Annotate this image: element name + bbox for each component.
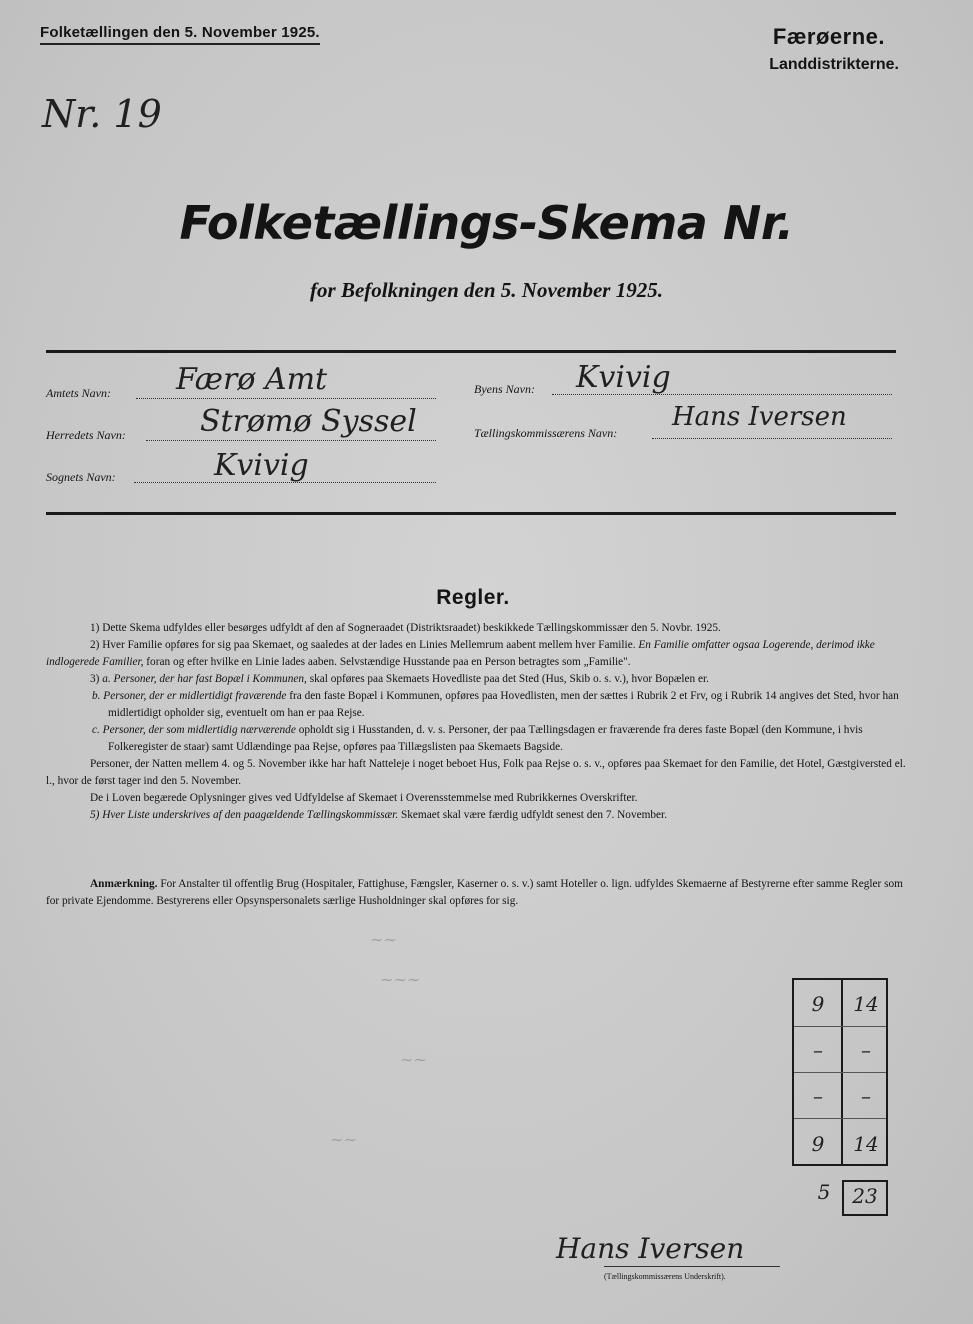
- signature-caption: (Tællingskommissærens Underskrift).: [604, 1272, 726, 1281]
- header-census-date: Folketællingen den 5. November 1925.: [40, 24, 320, 45]
- bleed-through-mark: ∼∼: [370, 930, 397, 949]
- sogn-value: Kvivig: [214, 448, 309, 483]
- herred-label: Herredets Navn:: [46, 428, 126, 442]
- remark-paragraph: [46, 876, 906, 910]
- rules-body: [46, 620, 906, 824]
- tally-row-line: [794, 1118, 886, 1119]
- tally-cell: 14: [853, 992, 879, 1016]
- tally-cell: 9: [811, 992, 825, 1016]
- rules-heading: Regler.: [436, 586, 510, 609]
- kommissaer-label: Tællingskommissærens Navn:: [474, 426, 618, 440]
- bleed-through-mark: ∼∼∼: [380, 970, 421, 989]
- remark-text: For Anstalter til offentlig Brug (Hospitaler, Fattighuse, Fængsler, Kaserner o. s. v.) samt Hoteller o. lign. udfyldes Skemaerne af Bestyrerne efter samme Regler som for private Ejendomme. Bestyrerens eller Opsynspersonalets særlige Husholdninger skal opføres for sig.: [46, 878, 903, 907]
- herred-value: Strømø Syssel: [200, 404, 417, 439]
- kommissaer-value: Hans Iversen: [672, 402, 847, 432]
- form-title: Folketællings-Skema Nr.: [179, 196, 794, 250]
- tally-cell: –: [861, 1084, 871, 1108]
- amt-label: Amtets Navn:: [46, 386, 111, 400]
- form-subtitle: for Befolkningen den 5. November 1925.: [310, 278, 663, 302]
- rule-3b: b. Personer, der er midlertidigt fraværende fra den faste Bopæl i Kommunen, opføres paa Hovedlisten, men der sættes i Rubrik 2 et Frv, og i Rubrik 14 angives det Sted, hvor han midlertidigt opholder sig, eventuelt om han er paa Rejse.: [92, 690, 899, 719]
- rule-4: De i Loven begærede Oplysninger gives ved Udfyldelse af Skemaet i Overensstemmelse med Rubrikkernes Overskrifter.: [90, 792, 638, 804]
- rule-3d: Personer, der Natten mellem 4. og 5. November ikke har haft Natteleje i noget beboet Hus, Folk paa Rejse o. s. v., opføres paa Skemaet for den Familie, det Hotel, Gæstgiversted el. l., hvor de først tager ind den 5. November.: [46, 758, 906, 787]
- by-value: Kvivig: [576, 360, 671, 395]
- bleed-through-mark: ∼∼: [330, 1130, 357, 1149]
- header-district-type: Landdistrikterne.: [769, 56, 899, 73]
- handwritten-form-number: Nr. 19: [42, 92, 162, 136]
- tally-total-right: 23: [852, 1184, 878, 1208]
- amt-value: Færø Amt: [176, 362, 328, 397]
- tally-cell: –: [813, 1038, 823, 1062]
- tally-grid: [792, 978, 888, 1166]
- bleed-through-mark: ∼∼: [400, 1050, 427, 1069]
- tally-cell: 14: [853, 1132, 879, 1156]
- signature: Hans Iversen: [556, 1232, 745, 1265]
- rule-1: 1) Dette Skema udfyldes eller besørges udfyldt af den af Sogneraadet (Distriktsraadet) beskikkede Tællingskommissær den 5. Novbr. 1925.: [90, 622, 721, 634]
- tally-cell: 9: [811, 1132, 825, 1156]
- bottom-divider: [46, 512, 896, 515]
- sogn-label: Sognets Navn:: [46, 470, 116, 484]
- header-region: Færøerne.: [772, 24, 885, 49]
- tally-row-line: [794, 1026, 886, 1027]
- kommissaer-line: [652, 438, 892, 439]
- rule-3a: 3) a. Personer, der har fast Bopæl i Kommunen, skal opføres paa Skemaets Hovedliste paa det Sted (Hus, Skib o. s. v.), hvor Bopælen er.: [90, 673, 709, 685]
- tally-cell: –: [813, 1084, 823, 1108]
- rule-5: 5) Hver Liste underskrives af den paagældende Tællingskommissær. Skemaet skal være færdig udfyldt senest den 7. November.: [90, 809, 668, 821]
- tally-cell: –: [861, 1038, 871, 1062]
- tally-total-left: 5: [817, 1180, 831, 1204]
- by-label: Byens Navn:: [474, 382, 535, 396]
- rule-2: 2) Hver Familie opføres for sig paa Skemaet, og saaledes at der lades en Linies Mellemrum aabent mellem hver Familie. En Familie omfatter ogsaa Logerende, derimod ikke indlogerede Familier, foran og efter hvilke en Linie lades aaben. Selvstændige Husstande paa en Person betragtes som „Familie".: [46, 639, 875, 668]
- top-divider: [46, 350, 896, 353]
- herred-line: [146, 440, 436, 441]
- amt-line: [136, 398, 436, 399]
- signature-line: [604, 1266, 780, 1267]
- rule-3c: c. Personer, der som midlertidig nærværende opholdt sig i Husstanden, d. v. s. Personer, der paa Tællingsdagen er fraværende fra deres faste Bopæl (den Kommune, i hvis Folkeregister de staar) samt Udlændinge paa Rejse, opføres paa Tillægslisten paa Skemaets Bagside.: [92, 724, 863, 753]
- tally-row-line: [794, 1072, 886, 1073]
- remark-label: Anmærkning.: [90, 878, 158, 890]
